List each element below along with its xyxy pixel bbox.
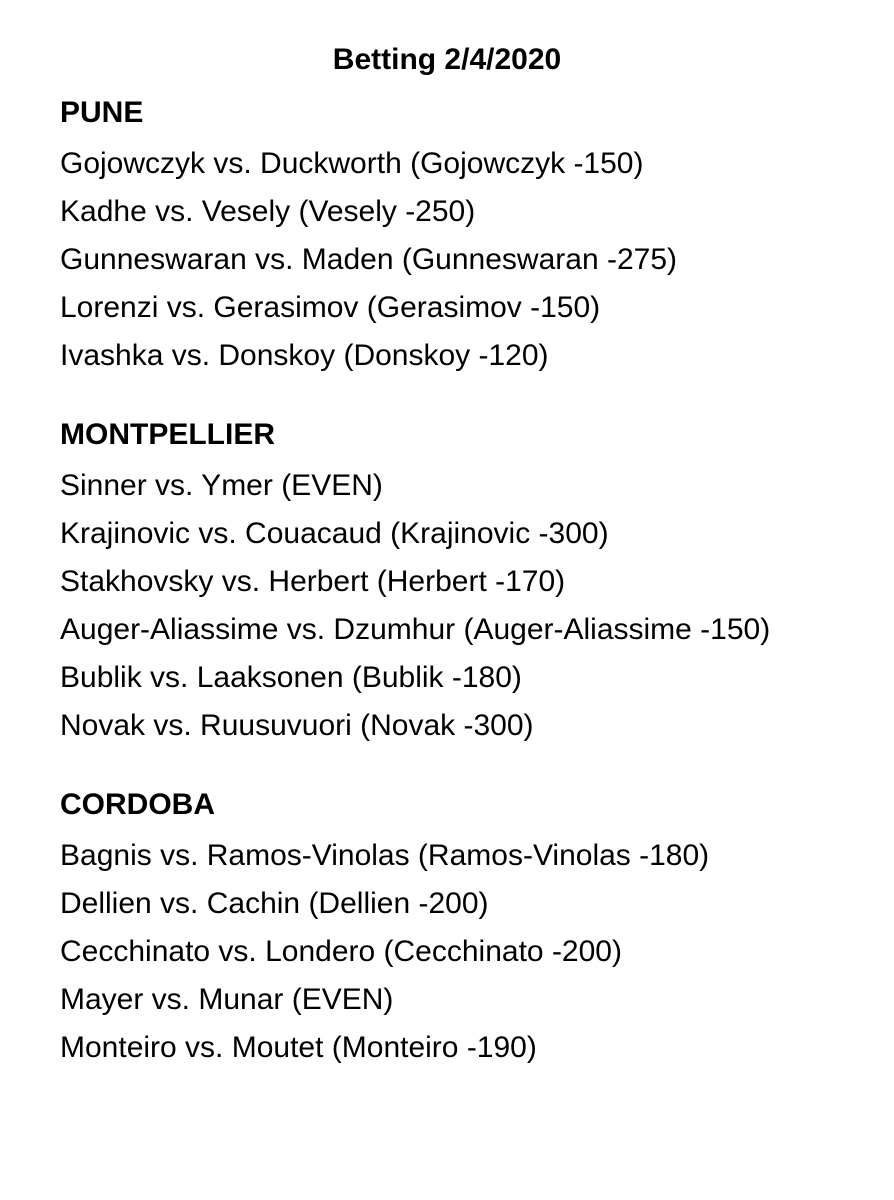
match-line: Cecchinato vs. Londero (Cecchinato -200) — [60, 935, 622, 968]
match-line: Sinner vs. Ymer (EVEN) — [60, 469, 383, 502]
match-list — [60, 832, 860, 1072]
match-line: Auger-Aliassime vs. Dzumhur (Auger-Aliassime -150) — [60, 613, 771, 646]
section-heading: CORDOBA — [60, 788, 215, 821]
match-line: Monteiro vs. Moutet (Monteiro -190) — [60, 1031, 537, 1064]
document-title: Betting 2/4/2020 — [332, 43, 562, 76]
match-line: Ivashka vs. Donskoy (Donskoy -120) — [60, 339, 549, 372]
match-line: Bagnis vs. Ramos-Vinolas (Ramos-Vinolas -180) — [60, 839, 710, 872]
section-heading: MONTPELLIER — [60, 418, 275, 451]
match-line: Kadhe vs. Vesely (Vesely -250) — [60, 195, 476, 228]
match-line: Lorenzi vs. Gerasimov (Gerasimov -150) — [60, 291, 601, 324]
section-heading: PUNE — [60, 96, 144, 129]
section-cordoba — [60, 786, 860, 1072]
match-line: Mayer vs. Munar (EVEN) — [60, 983, 394, 1016]
match-line: Stakhovsky vs. Herbert (Herbert -170) — [60, 565, 566, 598]
match-line: Bublik vs. Laaksonen (Bublik -180) — [60, 661, 522, 694]
document-page — [60, 40, 860, 1108]
match-list — [60, 140, 860, 380]
match-line: Dellien vs. Cachin (Dellien -200) — [60, 887, 489, 920]
match-line: Novak vs. Ruusuvuori (Novak -300) — [60, 709, 534, 742]
match-line: Krajinovic vs. Couacaud (Krajinovic -300) — [60, 517, 609, 550]
match-line: Gunneswaran vs. Maden (Gunneswaran -275) — [60, 243, 677, 276]
section-montpellier — [60, 416, 860, 750]
match-list — [60, 462, 860, 750]
match-line: Gojowczyk vs. Duckworth (Gojowczyk -150) — [60, 147, 644, 180]
section-pune — [60, 94, 860, 380]
